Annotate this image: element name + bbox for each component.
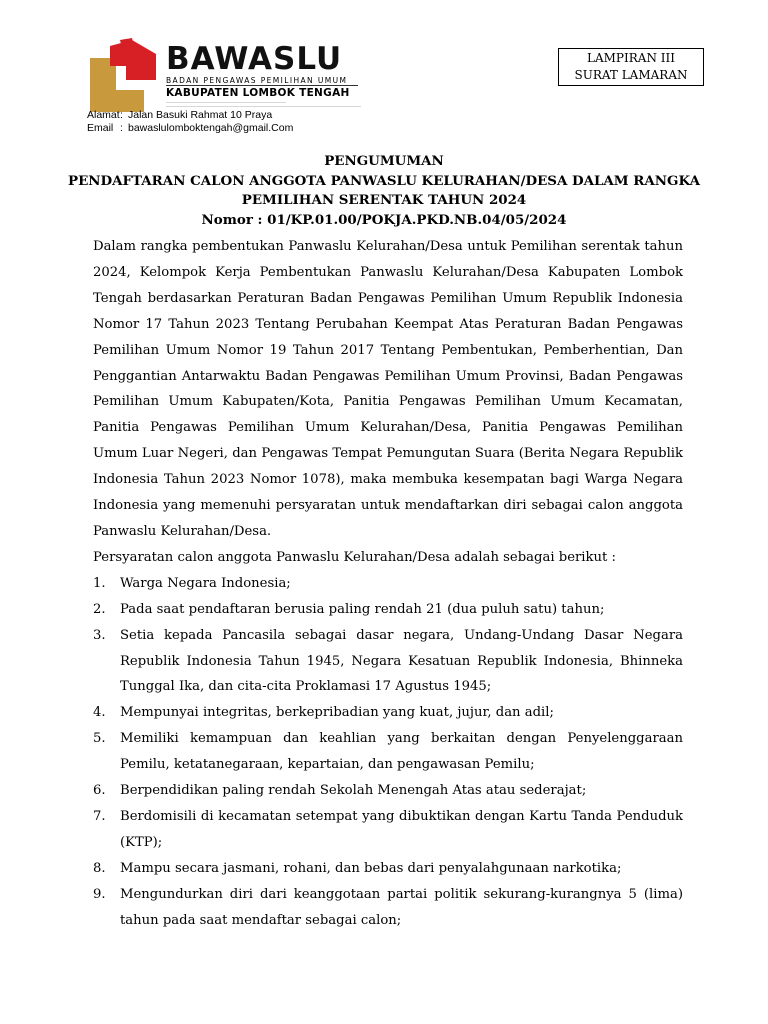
attachment-line1: LAMPIRAN III — [587, 51, 675, 65]
email-separator: : — [120, 121, 123, 134]
requirement-item — [93, 700, 683, 726]
email-value: bawaslulomboktengah@gmail.Com — [128, 121, 294, 134]
bawaslu-logo — [86, 38, 158, 114]
requirements-intro: Persyaratan calon anggota Panwaslu Kelurahan/Desa adalah sebagai berikut : — [93, 549, 616, 565]
address-value: Jalan Basuki Rahmat 10 Praya — [128, 109, 273, 121]
title-line2: PENDAFTARAN CALON ANGGOTA PANWASLU KELURAHAN/DESA DALAM RANGKA — [68, 172, 700, 189]
email-row — [87, 122, 293, 135]
requirement-item — [93, 882, 683, 934]
body-paragraph: Dalam rangka pembentukan Panwaslu Kelurahan/Desa untuk Pemilihan serentak tahun 2024, Kelompok Kerja Pembentukan Panwaslu Kelurahan/Desa Kabupaten Lombok Tengah berdasarkan Peraturan Badan Pengawas Pemilihan Umum Republik Indonesia Nomor 17 Tahun 2023 Tentang Perubahan Keempat Atas Peraturan Badan Pengawas Pemilihan Umum Nomor 19 Tahun 2017 Tentang Pembentukan, Pemberhentian, Dan Penggantian Antarwaktu Badan Pengawas Pemilihan Umum Provinsi, Badan Pengawas Pemilihan Umum Kabupaten/Kota, Panitia Pengawas Pemilihan Umum Kecamatan, Panitia Pengawas Pemilihan Umum Kelurahan/Desa, Panitia Pengawas Pemilihan Umum Luar Negeri, dan Pengawas Tempat Pemungutan Suara (Berita Negara Republik Indonesia Tahun 2023 Nomor 1078), maka membuka kesempatan bagi Warga Negara Indonesia yang memenuhi persyaratan untuk mendaftarkan diri sebagai calon anggota Panwaslu Kelurahan/Desa. — [93, 239, 683, 539]
requirement-text: Mempunyai integritas, berkepribadian yang kuat, jujur, dan adil; — [120, 705, 554, 721]
announcement-body — [93, 234, 683, 933]
requirement-item — [93, 778, 683, 804]
requirement-number: 3. — [93, 627, 106, 643]
requirement-item — [93, 856, 683, 882]
requirement-text: Memiliki kemampuan dan keahlian yang berkaitan dengan Penyelenggaraan Pemilu, ketatanegaraan, kepartaian, dan pengawasan Pemilu; — [120, 731, 683, 773]
address-row — [87, 109, 293, 122]
requirement-text: Mengundurkan diri dari keanggotaan partai politik sekurang-kurangnya 5 (lima) tahun pada saat mendaftar sebagai calon; — [120, 886, 683, 928]
org-name: BAWASLU — [166, 41, 343, 77]
requirement-number: 1. — [93, 575, 106, 591]
title-line1: PENGUMUMAN — [324, 153, 444, 169]
requirement-text: Setia kepada Pancasila sebagai dasar negara, Undang-Undang Dasar Negara Republik Indonesia Tahun 1945, Negara Kesatuan Republik Indonesia, Bhinneka Tunggal Ika, dan cita-cita Proklamasi 17 Agustus 1945; — [120, 627, 683, 695]
email-label: Email — [87, 121, 114, 134]
requirement-number: 5. — [93, 731, 106, 747]
org-unit: KABUPATEN LOMBOK TENGAH — [166, 87, 350, 99]
requirement-number: 6. — [93, 783, 106, 799]
requirement-item — [93, 571, 683, 597]
requirement-number: 9. — [93, 886, 106, 902]
requirement-item — [93, 597, 683, 623]
requirement-text: Mampu secara jasmani, rohani, dan bebas dari penyalahgunaan narkotika; — [120, 860, 622, 876]
requirement-text: Berdomisili di kecamatan setempat yang dibuktikan dengan Kartu Tanda Penduduk (KTP); — [120, 808, 683, 850]
contact-info — [87, 109, 293, 134]
org-subtitle: BADAN PENGAWAS PEMILIHAN UMUM — [166, 76, 358, 86]
attachment-line2: SURAT LAMARAN — [574, 68, 688, 82]
requirement-number: 7. — [93, 808, 106, 824]
attachment-box — [558, 48, 704, 86]
title-number: Nomor : 01/KP.01.00/POKJA.PKD.NB.04/05/2024 — [201, 211, 567, 228]
requirement-number: 2. — [93, 601, 106, 617]
requirements-list — [93, 571, 683, 934]
requirement-item — [93, 804, 683, 856]
requirement-text: Berpendidikan paling rendah Sekolah Menengah Atas atau sederajat; — [120, 783, 587, 799]
requirement-text: Pada saat pendaftaran berusia paling rendah 21 (dua puluh satu) tahun; — [120, 601, 605, 617]
requirement-item — [93, 726, 683, 778]
announcement-title — [60, 152, 708, 230]
org-name-block — [166, 42, 358, 100]
requirement-text: Warga Negara Indonesia; — [120, 575, 291, 591]
requirement-number: 4. — [93, 705, 106, 721]
requirement-number: 8. — [93, 860, 106, 876]
address-separator: : — [120, 109, 123, 121]
requirement-item — [93, 623, 683, 701]
address-label: Alamat — [87, 109, 120, 121]
title-line3: PEMILIHAN SERENTAK TAHUN 2024 — [241, 192, 527, 208]
